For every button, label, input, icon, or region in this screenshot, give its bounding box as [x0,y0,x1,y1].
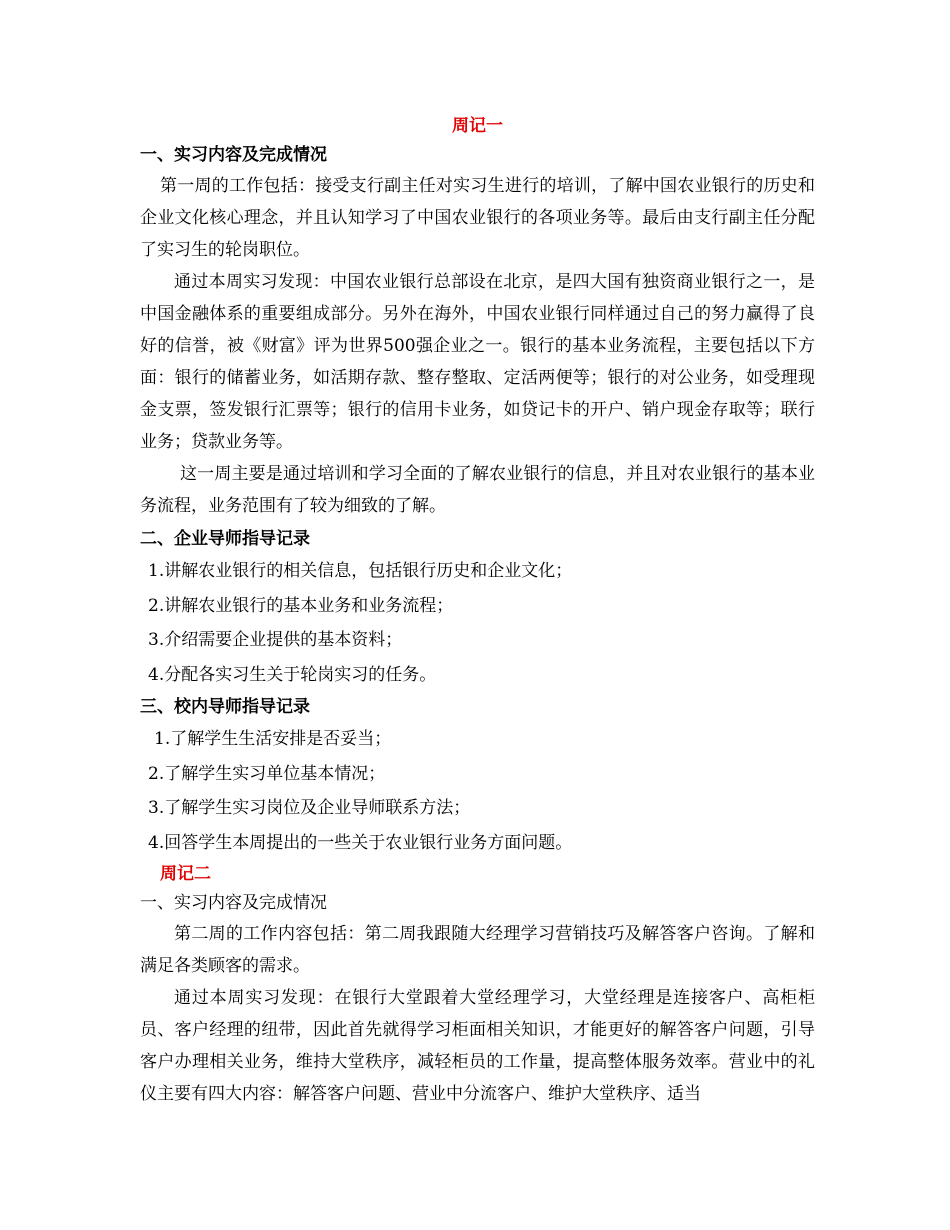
list-item: 4.回答学生本周提出的一些关于农业银行业务方面问题。 [148,832,573,853]
enterprise-mentor-list [140,554,815,692]
week2-section1-paragraph-1: 第二周的工作内容包括：第二周我跟随大经理学习营销技巧及解答客户咨询。了解和满足各类顾客的需求。 [140,924,815,976]
week1-section2-heading: 二、企业导师指导记录 [140,529,310,549]
school-mentor-list [140,722,815,860]
list-item: 2.了解学生实习单位基本情况； [148,763,386,784]
list-item: 3.了解学生实习岗位及企业导师联系方法； [148,798,471,818]
list-item: 4.分配各实习生关于轮岗实习的任务。 [148,664,437,685]
document-page [140,112,815,1110]
list-item: 2.讲解农业银行的基本业务和业务流程； [148,595,454,616]
week1-section1-paragraph-2: 通过本周实习发现：中国农业银行总部设在北京，是四大国有独资商业银行之一，是中国金融体系的重要组成部分。另外在海外，中国农业银行同样通过自己的努力赢得了良好的信誉，被《财富》评为世界500强企业之一。银行的基本业务流程，主要包括以下方面：银行的储蓄业务，如活期存款、整存整取、定活两便等；银行的对公业务，如受理现金支票，签发银行汇票等；银行的信用卡业务，如贷记卡的开户、销户现金存取等；联行业务；贷款业务等。 [140,272,815,452]
week1-section1-heading: 一、实习内容及完成情况 [140,145,327,165]
week2-section1-heading: 一、实习内容及完成情况 [140,893,327,913]
week1-title: 周记一 [452,116,503,136]
list-item: 3.介绍需要企业提供的基本资料； [148,630,403,650]
week1-section3-heading: 三、校内导师指导记录 [140,697,310,717]
week2-title: 周记二 [160,864,211,884]
week1-section1-paragraph-1: 第一周的工作包括：接受支行副主任对实习生进行的培训，了解中国农业银行的历史和企业文化核心理念，并且认知学习了中国农业银行的各项业务等。最后由支行副主任分配了实习生的轮岗职位。 [140,176,815,260]
week1-section1-paragraph-3: 这一周主要是通过培训和学习全面的了解农业银行的信息，并且对农业银行的基本业务流程，业务范围有了较为细致的了解。 [140,464,815,516]
week2-section1-paragraph-2: 通过本周实习发现：在银行大堂跟着大堂经理学习，大堂经理是连接客户、高柜柜员、客户经理的纽带，因此首先就得学习柜面相关知识，才能更好的解答客户问题，引导客户办理相关业务，维持大堂秩序，减轻柜员的工作量，提高整体服务效率。营业中的礼仪主要有四大内容：解答客户问题、营业中分流客户、维护大堂秩序、适当 [140,988,815,1104]
list-item: 1.了解学生生活安排是否妥当； [154,729,392,749]
list-item: 1.讲解农业银行的相关信息，包括银行历史和企业文化； [148,561,573,581]
